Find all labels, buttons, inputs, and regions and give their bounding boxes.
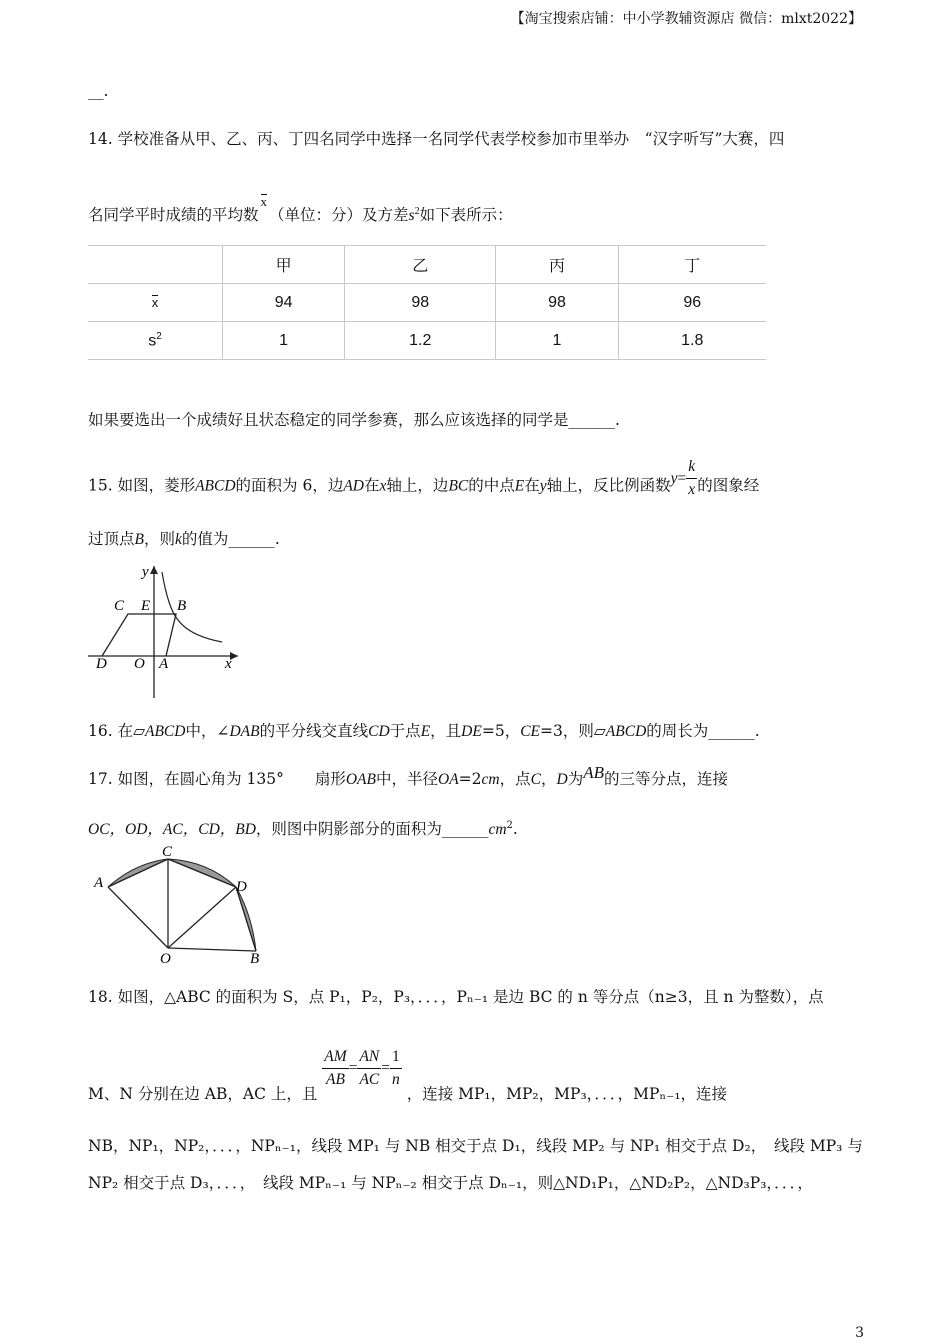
q13-tail: __. xyxy=(88,82,109,100)
table-header-cell: 甲 xyxy=(223,246,345,284)
table-cell: 1.8 xyxy=(618,322,766,360)
label-C: C xyxy=(162,845,173,860)
q17-line2: OC，OD，AC，CD，BD，则图中阴影部分的面积为$\_\_\_\_\_\_cm^2$. xyxy=(88,819,518,838)
table-cell: 96 xyxy=(618,284,766,322)
label-A: A xyxy=(94,875,104,891)
label-x: x xyxy=(225,656,232,672)
label-y: y xyxy=(142,564,149,580)
q18-line3: NB，NP₁，NP₂，．．．，NPₙ₋₁，线段 MP₁ 与 NB 相交于点 D₁，线段 MP₂ 与 NP₁ 相交于点 D₂， 线段 MP₃ 与 xyxy=(88,1137,863,1155)
label-D: D xyxy=(96,656,107,672)
table-header-cell: 丁 xyxy=(618,246,766,284)
label-A: A xyxy=(159,656,169,672)
label-O: O xyxy=(134,656,145,672)
q18-line4: NP₂ 相交于点 D₃，．．．， 线段 MPₙ₋₁ 与 NPₙ₋₂ 相交于点 Dₙ₋₁，则△ND₁P₁，△ND₂P₂，△ND₃P₃，．．．， xyxy=(88,1174,813,1192)
xbar-symbol: x xyxy=(260,194,268,209)
q14-line2-b: （单位：分）及方差 xyxy=(269,206,409,224)
q17-line1: 17. 如图，在圆心角为 135° 扇形OAB中，半径OA=2cm，点C，D为AB的三等分点，连接 xyxy=(88,763,728,788)
q18-line1: 18. 如图，△ABC 的面积为 S，点 P₁，P₂，P₃，．．．，Pₙ₋₁ 是边 BC 的 n 等分点（n≥3，且 n 为整数），点 xyxy=(88,988,824,1006)
table-cell: 1 xyxy=(223,322,345,360)
table-cell: 98 xyxy=(496,284,618,322)
table-cell: 98 xyxy=(345,284,496,322)
header-shop-note: 【淘宝搜索店铺：中小学教辅资源店 微信：mlxt2022】 xyxy=(510,11,862,27)
table-row-variance xyxy=(88,322,766,360)
label-E: E xyxy=(141,598,151,614)
fraction-an-ac: $\frac{AN}{AC}$ xyxy=(359,1048,380,1088)
table-header-cell xyxy=(88,246,223,284)
q14-line2 xyxy=(88,194,513,225)
q14-question: 如果要选出一个成绩好且状态稳定的同学参赛，那么应该选择的同学是______. xyxy=(88,411,620,429)
rhombus-figure xyxy=(86,560,246,705)
score-table xyxy=(88,245,766,360)
table-row-mean xyxy=(88,284,766,322)
page-number: 3 xyxy=(855,1325,864,1341)
q15-line2: 过顶点B，则k的值为______. xyxy=(88,530,280,548)
label-B: B xyxy=(177,598,187,614)
variance-label: $s^2$ xyxy=(88,322,223,360)
q14-line2-a: 名同学平时成绩的平均数 xyxy=(88,206,259,224)
arc-AB: AB xyxy=(583,763,604,782)
table-cell: 1 xyxy=(496,322,618,360)
mean-label: x xyxy=(88,284,223,322)
sector-figure xyxy=(90,845,280,970)
table-header-cell: 乙 xyxy=(345,246,496,284)
s-sup: 2 xyxy=(414,205,420,217)
inverse-function: y= $\frac{k}{x}$ xyxy=(670,458,696,498)
s-var: s xyxy=(408,207,415,224)
label-O: O xyxy=(160,951,171,967)
q18-line2: M、N 分别在边 AB，AC 上，且 $\frac{AM}{AB}$ = $\frac{AN}{AC}$ = $\frac{1}{n}$ ，连接 MP₁，MP₂，MP₃，．．．，MPₙ₋₁，连接 xyxy=(88,1048,728,1103)
fraction-1-n: $\frac{1}{n}$ xyxy=(392,1048,400,1088)
q14-line1: 14. 学校准备从甲、乙、丙、丁四名同学中选择一名同学代表学校参加市里举办 “汉字听写”大赛，四 xyxy=(88,130,785,148)
table-header-cell: 丙 xyxy=(496,246,618,284)
table-header-row xyxy=(88,246,766,284)
label-C: C xyxy=(114,598,125,614)
label-D: D xyxy=(236,879,247,895)
table-cell: 94 xyxy=(223,284,345,322)
q16-line: 16. 在▱ABCD中，∠DAB的平分线交直线CD于点E，且DE=5，CE=3，则▱ABCD的周长为______. xyxy=(88,722,760,740)
label-B: B xyxy=(250,951,260,967)
fraction-am-ab: $\frac{AM}{AB}$ xyxy=(324,1048,347,1088)
q15-line1: 15. 如图，菱形ABCD的面积为 6，边AD在x轴上，边BC的中点E在y轴上，反比例函数y= $\frac{k}{x}$ 的图象经 xyxy=(88,458,760,498)
table-cell: 1.2 xyxy=(345,322,496,360)
q14-line2-c: 如下表所示： xyxy=(419,206,513,224)
